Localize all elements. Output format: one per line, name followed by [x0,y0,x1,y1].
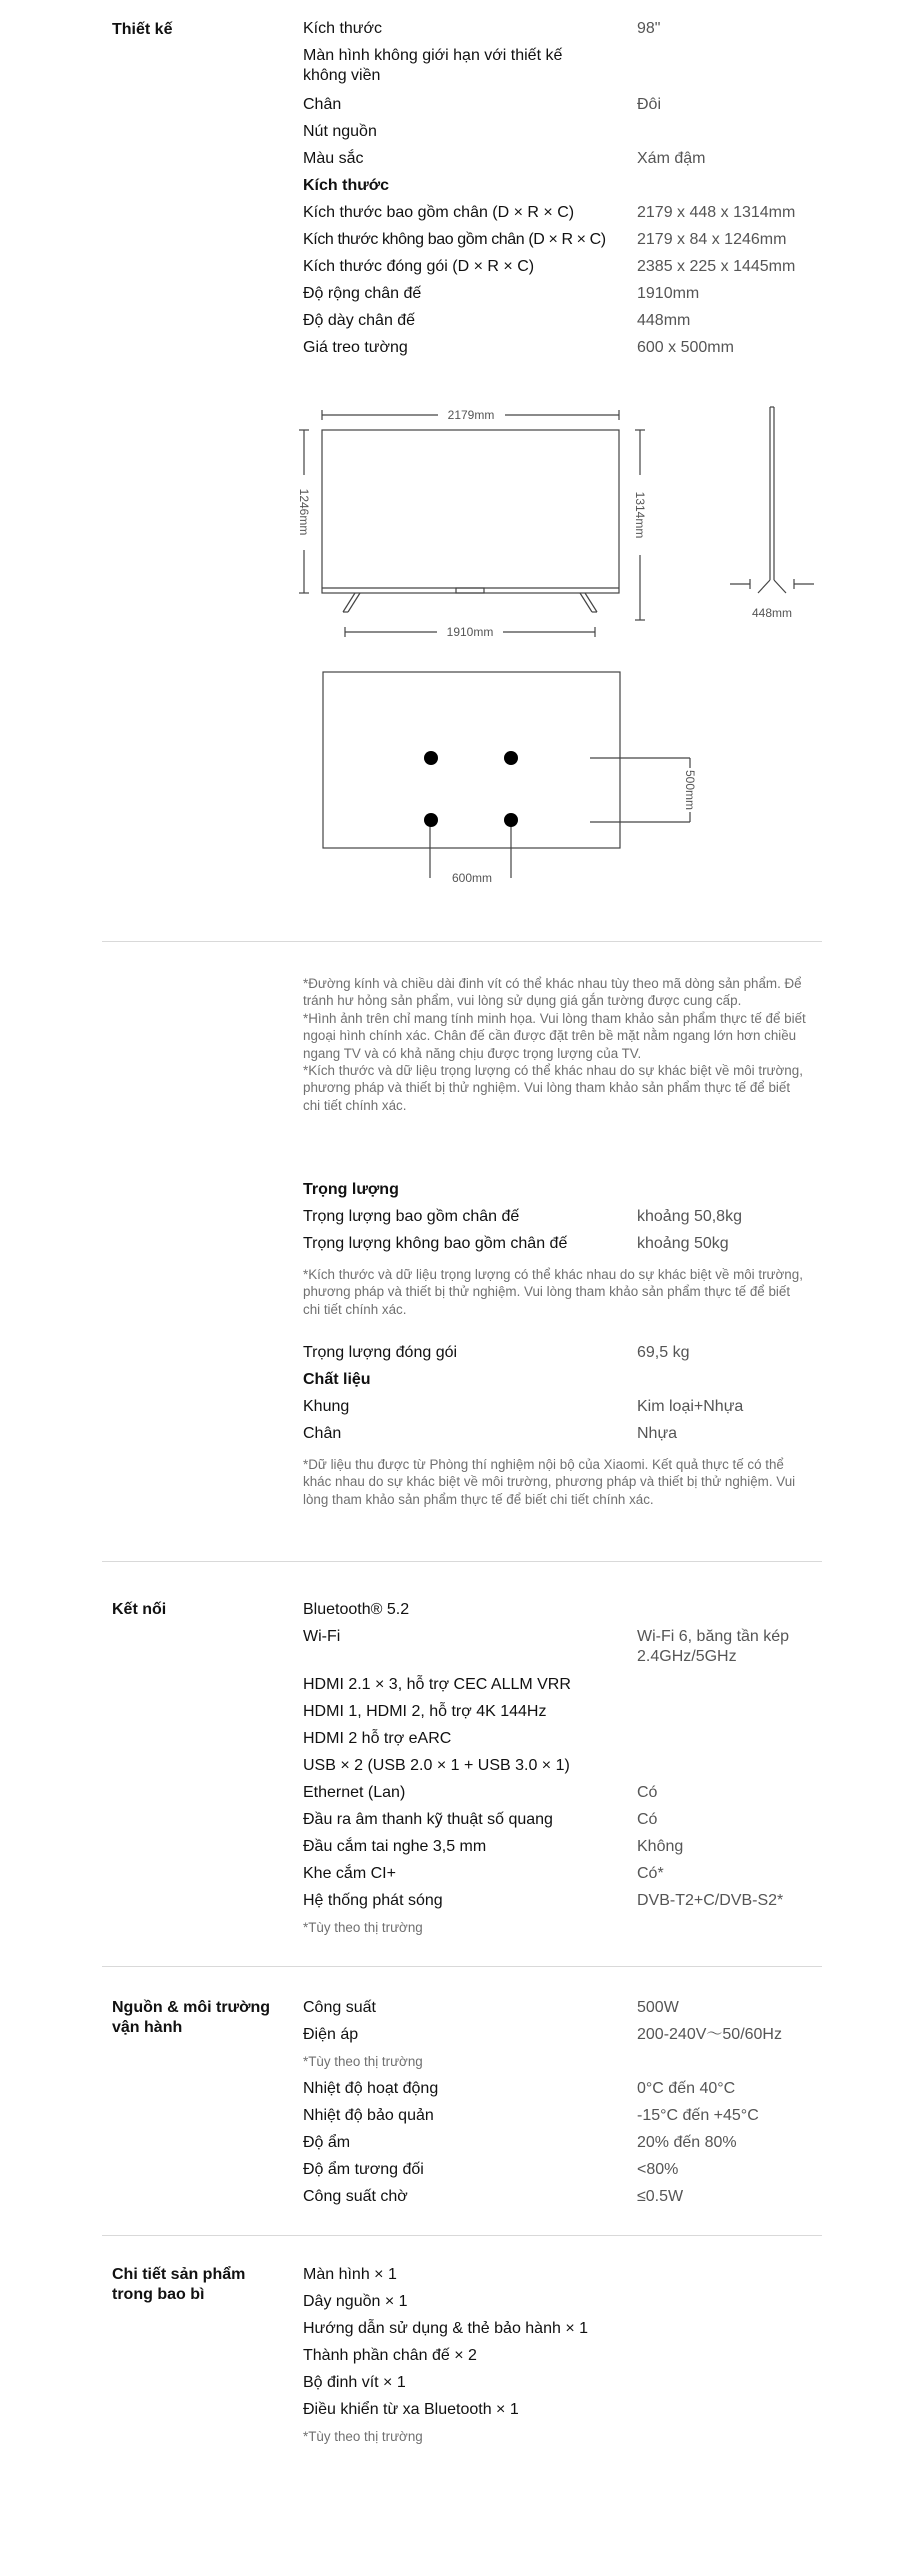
spec-label: Kích thước bao gồm chân (D × R × C) [303,204,575,221]
dim-label-height-panel: 1246mm [297,488,311,536]
spec-label: Chân [303,1425,342,1442]
weight-note: *Kích thước và dữ liệu trọng lượng có thể khác nhau do sự khác biệt về môi trường, phương pháp và thiết bị thử nghiệm. Vui lòng tham khảo sản phẩm thực tế để biết chi tiết chính xác. [303,1267,803,1317]
package-item-label: Thành phần chân đế × 2 [303,2347,477,2364]
spec-label: Nút nguồn [303,123,377,140]
spec-label: Hệ thống phát sóng [303,1892,443,1909]
dim-label-depth: 448mm [751,606,793,620]
spec-label: Kích thước đóng gói (D × R × C) [303,258,535,275]
spec-label: Độ ẩm tương đối [303,2161,424,2178]
spec-value: Không [637,1838,684,1855]
spec-label: Đầu ra âm thanh kỹ thuật số quang [303,1811,553,1828]
note-text: *Đường kính và chiều dài đinh vít có thể khác nhau tùy theo mã dòng sản phẩm. Để tránh hư hỏng sản phẩm, vui lòng sử dụng giá gắn tường được cung cấp. [303,976,802,1009]
spec-label: Độ ẩm [303,2134,351,2151]
spec-label: USB × 2 (USB 2.0 × 1 + USB 3.0 × 1) [303,1757,570,1774]
spec-row-relative-humidity [303,2160,823,2187]
power-note: *Tùy theo thị trường [303,2054,423,2069]
spec-value: khoảng 50kg [637,1235,729,1252]
spec-value: 2179 x 448 x 1314mm [637,204,796,221]
spec-label: Trọng lượng không bao gồm chân đế [303,1235,568,1252]
spec-label: HDMI 2 hỗ trợ eARC [303,1730,452,1747]
power-title: Nguồn & môi trường vận hành [112,1999,271,2036]
spec-row-hdmi-earc [303,1729,823,1756]
tv-foot-left [343,593,355,612]
spec-row-standby-power [303,2187,823,2214]
spec-label: Độ rộng chân đế [303,285,422,302]
spec-label: Kích thước không bao gồm chân (D × R × C) [303,231,606,248]
spec-row-headphone [303,1837,823,1864]
package-title: Chi tiết sản phẩm trong bao bì [112,2266,246,2303]
design-notes [303,975,808,1114]
package-item [303,2319,823,2346]
spec-label: Trọng lượng bao gồm chân đế [303,1208,520,1225]
spec-label: Khe cắm CI+ [303,1865,396,1882]
tv-dimension-diagram [0,0,924,920]
spec-row-hdmi-4k [303,1702,823,1729]
spec-row-weight-without-stand [303,1234,823,1261]
spec-row-optical [303,1810,823,1837]
spec-value: Có* [637,1865,664,1882]
tv-foot-right [580,593,592,612]
spec-label: Màn hình không giới hạn với thiết kế không viền [303,47,563,84]
spec-row-stand-material [303,1424,823,1451]
spec-label: Ethernet (Lan) [303,1784,406,1801]
spec-value: 1910mm [637,285,700,302]
spec-row-humidity [303,2133,823,2160]
spec-value: 69,5 kg [637,1344,690,1361]
spec-label: HDMI 2.1 × 3, hỗ trợ CEC ALLM VRR [303,1676,571,1693]
tv-front-outline [322,430,619,593]
spec-row-ethernet [303,1783,823,1810]
spec-label: Giá treo tường [303,339,408,356]
divider [102,941,822,942]
spec-label: Wi-Fi [303,1628,341,1645]
connectivity-title: Kết nối [112,1601,167,1618]
spec-row-hdmi-21 [303,1675,823,1702]
spec-value: ≤0.5W [637,2188,684,2205]
package-item-label: Màn hình × 1 [303,2266,397,2283]
package-item-label: Hướng dẫn sử dụng & thẻ bảo hành × 1 [303,2320,589,2337]
spec-label: Trọng lượng đóng gói [303,1344,458,1361]
spec-row-frame [303,1397,823,1424]
spec-label: Chất liệu [303,1371,371,1388]
spec-label: Kích thước [303,20,383,37]
spec-row-weight-with-stand [303,1207,823,1234]
package-item-label: Dây nguồn × 1 [303,2293,408,2310]
spec-value: -15°C đến +45°C [637,2107,759,2124]
spec-label: Công suất [303,1999,376,2016]
note-text: *Hình ảnh trên chỉ mang tính minh họa. Vui lòng tham khảo sản phẩm thực tế để biết ngoại hình chính xác. Chân đế cần được đặt trên bề mặt nằm ngang lớn hơn chiều ngang TV và có khả năng chịu được trọng lượng của TV. [303,1010,806,1061]
spec-value: Đôi [637,96,662,113]
tv-back-outline [323,672,620,848]
spec-row-usb [303,1756,823,1783]
spec-row-package-weight [303,1343,823,1370]
spec-label: Khung [303,1398,350,1415]
spec-value: Xám đậm [637,150,706,167]
package-item-label: Điều khiển từ xa Bluetooth × 1 [303,2401,519,2418]
spec-label: Nhiệt độ bảo quản [303,2107,434,2124]
design-title: Thiết kế [112,21,173,38]
spec-label: Công suất chờ [303,2188,408,2205]
divider [102,1561,822,1562]
spec-value: 500W [637,1999,679,2016]
spec-value: Có [637,1784,658,1801]
spec-value: <80% [637,2161,679,2178]
vesa-hole [504,813,518,827]
divider [102,1966,822,1967]
spec-value: 2179 x 84 x 1246mm [637,231,787,248]
package-note: *Tùy theo thị trường [303,2429,423,2444]
spec-row-wifi [303,1627,823,1673]
spec-label: Độ dày chân đế [303,312,416,329]
spec-value: 0°C đến 40°C [637,2080,736,2097]
vesa-hole [504,751,518,765]
spec-row-power [303,1998,823,2025]
note-text: *Kích thước và dữ liệu trọng lượng có thể khác nhau do sự khác biệt về môi trường, phương pháp và thiết bị thử nghiệm. Vui lòng tham khảo sản phẩm thực tế để biết chi tiết chính xác. [303,1063,803,1113]
spec-value: Có [637,1811,658,1828]
spec-row-voltage [303,2025,823,2052]
spec-row-storage-temp [303,2106,823,2133]
spec-value: 98" [637,20,661,37]
package-item [303,2400,823,2427]
spec-label: Kích thước [303,177,390,194]
spec-value: 448mm [637,312,691,329]
dim-label-height-total: 1314mm [633,491,647,539]
spec-label: Nhiệt độ hoạt động [303,2080,439,2097]
spec-value: Wi-Fi 6, băng tần kép 2.4GHz/5GHz [637,1628,790,1665]
package-item [303,2265,823,2292]
spec-value: Kim loại+Nhựa [637,1398,744,1415]
spec-row-operating-temp [303,2079,823,2106]
divider [102,2235,822,2236]
spec-row-broadcast [303,1891,823,1918]
package-item [303,2346,823,2373]
spec-value: khoảng 50,8kg [637,1208,742,1225]
connectivity-note: *Tùy theo thị trường [303,1920,423,1935]
spec-value: 200-240V～50/60Hz [637,2026,782,2043]
dim-label-vesa-width: 600mm [451,871,493,885]
vesa-hole [424,751,438,765]
dim-label-vesa-height: 500mm [683,769,697,811]
spec-value: 600 x 500mm [637,339,734,356]
dim-label-stand-width: 1910mm [446,625,494,639]
dim-label-width: 2179mm [447,408,495,422]
spec-subheader-material [303,1370,823,1397]
material-note: *Dữ liệu thu được từ Phòng thí nghiệm nội bộ của Xiaomi. Kết quả thực tế có thể khác nhau do sự khác biệt về môi trường, phương pháp và thiết bị thử nghiệm. Vui lòng tham khảo sản phẩm thực tế để biết chi tiết chính xác. [303,1457,796,1507]
spec-label: Trọng lượng [303,1181,399,1198]
spec-label: HDMI 1, HDMI 2, hỗ trợ 4K 144Hz [303,1703,547,1720]
spec-label: Bluetooth® 5.2 [303,1601,410,1618]
spec-label: Màu sắc [303,150,364,167]
package-item-label: Bộ đinh vít × 1 [303,2374,406,2391]
spec-value: 2385 x 225 x 1445mm [637,258,796,275]
spec-value: Nhựa [637,1425,678,1442]
spec-row-ci-slot [303,1864,823,1891]
package-item [303,2292,823,2319]
spec-label: Đầu cắm tai nghe 3,5 mm [303,1838,487,1855]
spec-value: 20% đến 80% [637,2134,737,2151]
spec-label: Chân [303,96,342,113]
vesa-hole [424,813,438,827]
spec-subheader-weight [303,1180,823,1207]
spec-row-bluetooth [303,1600,823,1627]
package-item [303,2373,823,2400]
spec-label: Điện áp [303,2026,359,2043]
spec-value: DVB-T2+C/DVB-S2* [637,1892,784,1909]
